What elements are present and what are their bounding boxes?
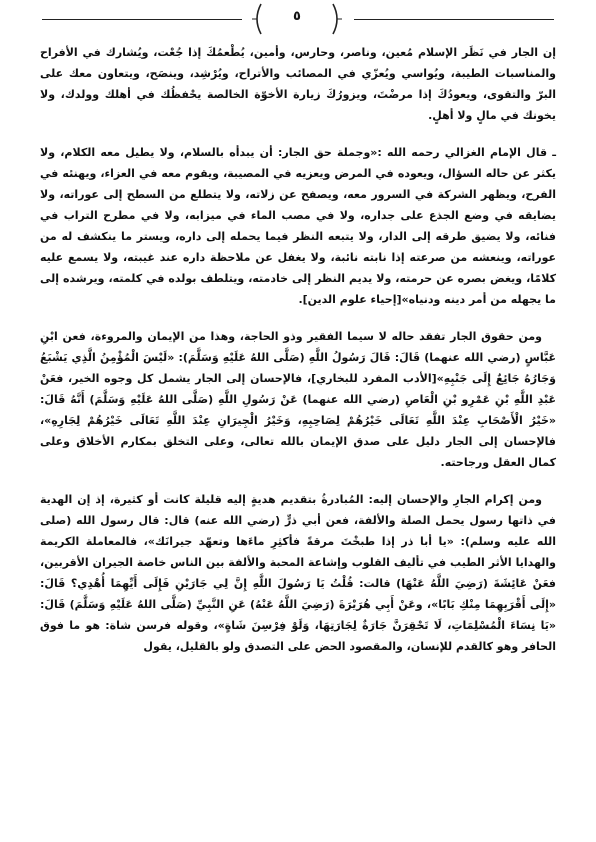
paragraph-4: ومن إكرام الجارِ والإحسان إليه: المُبادرةُ بتقديم هديةٍ إليه قليلة كانت أو كثيرة، إذ إن الهدية في ذاتها رسول يحمل الصلة والألفة، فعن أبي ذرٍّ (رضي الله عنه) قال: قال رسول الله (صلى الله عليه وسلم): «يا أبا ذر إذا طبخْتَ مرقةً فأكثِرِ ماءَها وتعهّد جيرانَك»، فالمعاملة الكريمة والهدايا الأثر الطيب في تأليف القلوب وإشاعة المحبة والألفة بين الناس خاصة الجيران الأقربين، فعَنْ عَائِشَةَ (رَضِيَ اللَّهُ عَنْهَا) قالت: قُلْتُ يَا رَسُولَ اللَّهِ إِنَّ لِي جَارَيْنِ فَإِلَى أَيِّهِمَا أُهْدِي؟ قَالَ: «إِلَى أَقْرَبِهِمَا مِنْكِ بَابًا»، وعَنْ أَبِي هُرَيْرَةَ (رَضِيَ اللَّهُ عَنْهُ) عَنِ النَّبِيِّ (صَلَّى اللهُ عَلَيْهِ وَسَلَّمَ) قَالَ: «يَا نِسَاءَ الْمُسْلِمَاتِ، لَا تَحْقِرَنَّ جَارَةٌ لِجَارَتِهَا، وَلَوْ فِرْسِنَ شَاةٍ»، وقوله فرسن شاة: هو ما فوق الحافر وهو كالقدم للإنسان، والمقصود الحض على التصدق ولو بالقليل، يقول (40, 493, 556, 653)
page-number-badge (251, 3, 343, 35)
paragraph-1: إن الجار في نَظَر الإسلام مُعين، وناصر، وحارس، وأمين، يُطْعمُكَ إذا جُعْت، ويُشارك في الأفراح والمناسبات الطيبة، ويُواسي ويُعزّي في المصائب والأتراح، ويُرْشِد، وينصَح، ويتعاون معك على البرّ والتقوى، ويعودُكَ إذا مرضْتَ، ويزورُكَ زيارة الأخوّة الخالصة يحْفظُك في أهلك وولدك، ولا يخونك في مالٍ ولا أهلٍ. (40, 46, 556, 122)
page-number: ٥ (293, 9, 301, 24)
page-header (0, 0, 596, 40)
document-body (40, 42, 556, 832)
header-rule-left (42, 19, 242, 20)
paragraph-2: ـ قال الإمام الغزالي رحمه الله :«وجملة حق الجار: أن يبدأه بالسلام، ولا يطيل معه الكلام، ولا يكثر عن حاله السؤال، ويعوده في المرض ويعزيه في المصيبة، ويقوم معه في العزاء، ويهنئه في الفرح، ويظهر الشركة في السرور معه، ويصفح عن زلاته، ولا يتطلع من السطح إلى عوراته، ولا يضايقه في وضع الجذع على جداره، ولا في مصب الماء في ميزابه، ولا في مطرح التراب في فنائه، ولا يضيق طرقه إلى الدار، ولا يتبعه النظر فيما يحمله إلى داره، ويستر ما ينكشف له من عوراته، وينعشه من صرعته إذا نابته نائبة، ولا يغفل عن ملاحظة داره عند غيبته، ولا يسمع عليه كلامًا، ويغض بصره عن حرمته، ولا يديم النظر إلى خادمته، ويتلطف بولده في كلمته، ويرشده إلى ما يجهله من أمر دينه ودنياه»[إحياء علوم الدين]. (40, 146, 556, 306)
paragraph-3: ومن حقوق الجار تفقد حاله لا سيما الفقير وذو الحاجة، وهذا من الإيمان والمروءة، فعن ابْنِ عَبَّاسٍ (رضي الله عنهما) قَالَ: قَالَ رَسُولُ اللَّهِ (صَلَّى اللهُ عَلَيْهِ وَسَلَّمَ): «لَيْسَ الْمُؤْمِنُ الَّذِي يَشْبَعُ وَجَارُهُ جَائِعٌ إِلَى جَنْبِهِ»[الأدب المفرد للبخاري]، فالإحسان إلى الجار يشمل كل وجوه الخير، فعَنْ عَبْدِ اللَّهِ بْنِ عَمْرِو بْنِ الْعَاصِ (رضي الله عنهما) عَنْ رَسُولِ اللَّهِ (صَلَّى اللهُ عَلَيْهِ وَسَلَّمَ) أَنَّهُ قَالَ: «خَيْرُ الْأَصْحَابِ عِنْدَ اللَّهِ تَعَالَى خَيْرُهُمْ لِصَاحِبِهِ، وَخَيْرُ الْجِيرَانِ عِنْدَ اللَّهِ تَعَالَى خَيْرُهُمْ لِجَارِهِ»، فالإحسان إلى الجار دليل على صدق الإيمان بالله تعالى، وعلى التخلق بمكارم الأخلاق وعلى كمال العقل ورجاحته. (40, 330, 556, 469)
header-rule-right (354, 19, 554, 20)
